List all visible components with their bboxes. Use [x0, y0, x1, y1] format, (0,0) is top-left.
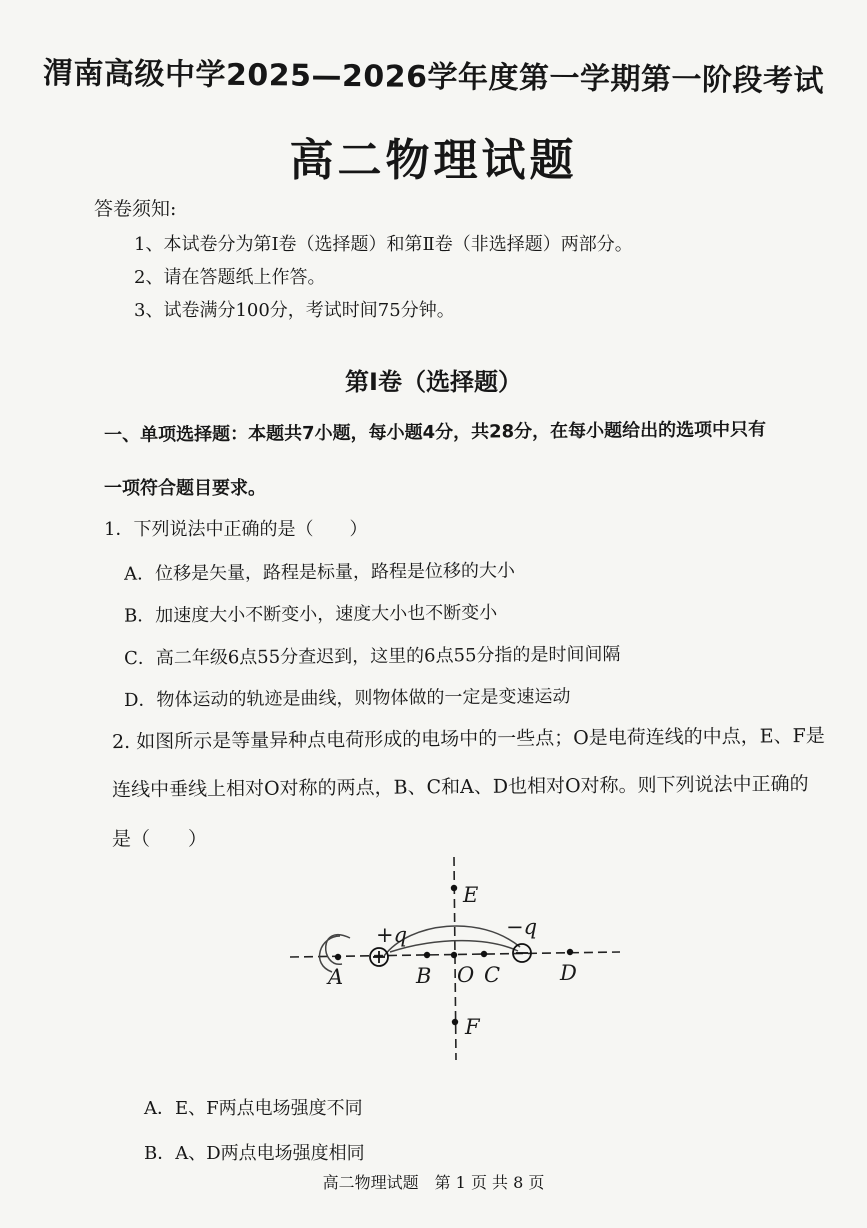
section-title: 第Ⅰ卷（选择题）: [345, 368, 522, 396]
label-o: O: [457, 963, 475, 987]
question-1-option-b: B．加速度大小不断变小，速度大小也不断变小: [123, 602, 498, 627]
page-footer: 高二物理试题 第 1 页 共 8 页: [322, 1173, 545, 1192]
point-b: [424, 952, 430, 958]
school-exam-title: 渭南高级中学2025—2026学年度第一学期第一阶段考试: [42, 55, 825, 100]
part-instruction-line1: 一、单项选择题：本题共7小题，每小题4分，共28分，在每小题给出的选项中只有: [103, 419, 767, 446]
label-d: D: [560, 961, 577, 985]
point-f: [452, 1019, 458, 1025]
question-2-option-a: A．E、F两点电场强度不同: [144, 1098, 363, 1119]
plus-charge-label: +q: [376, 923, 408, 947]
question-1-option-c: C．高二年级6点55分查迟到，这里的6点55分指的是时间间隔: [123, 643, 621, 670]
point-c: [481, 951, 487, 957]
label-e: E: [463, 883, 479, 907]
notice-item: 2、请在答题纸上作答。: [134, 267, 326, 288]
point-d: [567, 949, 573, 955]
notice-item: 3、试卷满分100分，考试时间75分钟。: [134, 300, 455, 321]
question-2-stem-line: 连线中垂线上相对O对称的两点，B、C和A、D也相对O对称。则下列说法中正确的: [111, 772, 809, 802]
point-a: [335, 954, 341, 960]
part-instruction-line2: 一项符合题目要求。: [104, 478, 266, 499]
question-1-option-a: A．位移是矢量，路程是标量，路程是位移的大小: [123, 560, 516, 585]
label-c: C: [484, 963, 501, 987]
question-1-option-d: D．物体运动的轨迹是曲线，则物体做的一定是变速运动: [123, 686, 571, 711]
point-e: [451, 885, 457, 891]
question-2-option-b: B．A、D两点电场强度相同: [144, 1143, 365, 1164]
paper-title: 高二物理试题: [289, 135, 578, 186]
notice-heading: 答卷须知:: [94, 198, 177, 220]
minus-charge-label: −q: [506, 915, 538, 939]
question-1-stem: 1．下列说法中正确的是（ ）: [104, 519, 368, 540]
question-2-stem-line: 是（ ）: [112, 828, 208, 850]
question-2-stem-line: 2. 如图所示是等量异种点电荷形成的电场中的一些点；O是电荷连线的中点，E、F是: [111, 724, 825, 754]
notice-item: 1、本试卷分为第Ⅰ卷（选择题）和第Ⅱ卷（非选择题）两部分。: [134, 234, 633, 255]
label-a: A: [328, 965, 344, 989]
handdrawn-arc: [390, 941, 518, 952]
label-b: B: [416, 964, 432, 988]
electric-field-figure: [280, 852, 625, 1064]
point-o: [451, 952, 457, 958]
label-f: F: [465, 1015, 480, 1039]
